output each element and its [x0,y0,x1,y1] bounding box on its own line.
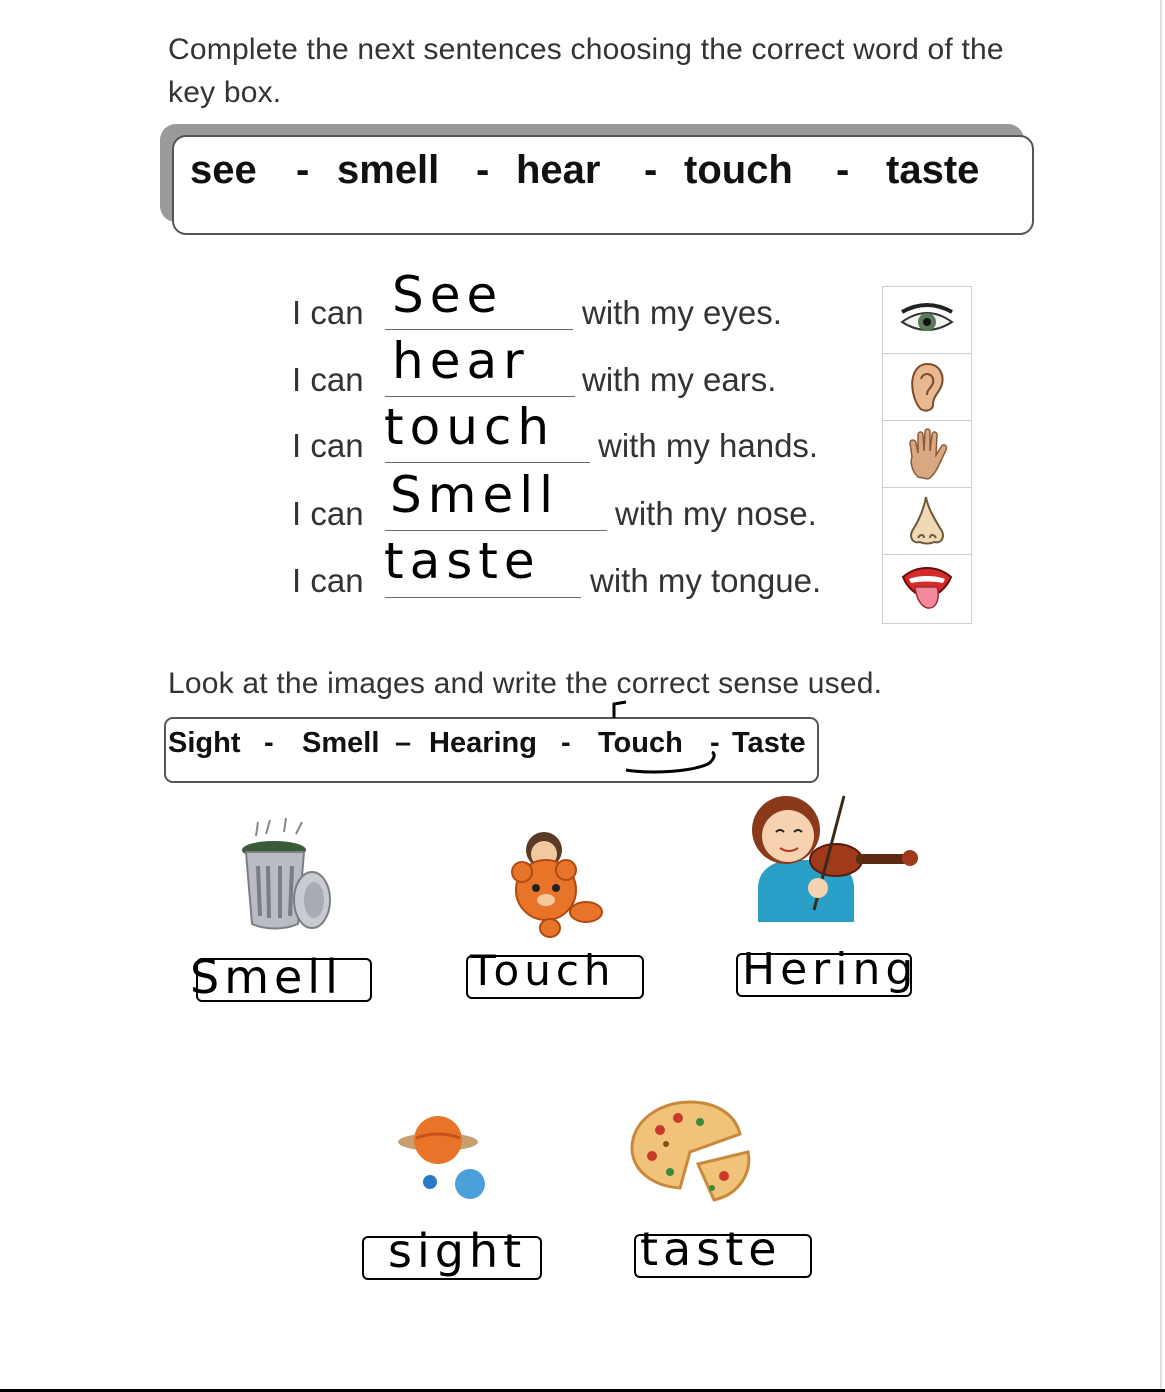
keyword-separator: - [264,727,274,759]
handwritten-answer: hear [392,332,530,390]
handwritten-answer: taste [640,1222,782,1276]
sentence-suffix: with my hands. [598,427,819,464]
answer-blank[interactable] [385,329,573,330]
sentence-prefix: I can [292,294,364,331]
sentence-prefix: I can [292,562,364,599]
sentence-suffix: with my tongue. [590,562,822,599]
keyword-separator: - [296,148,310,192]
handwritten-answer: taste [384,532,541,590]
keyword-taste: Taste [732,727,806,759]
keyword-separator: - [476,148,490,192]
keyword-see: see [190,148,257,192]
sentence-prefix: I can [292,361,364,398]
keyword-touch: Touch [598,727,683,759]
mouth-icon [882,554,972,621]
handwritten-answer: Smell [190,950,343,1004]
keyword-separator: - [561,727,571,759]
answer-blank[interactable] [385,597,581,598]
teddy-bear-icon [500,828,608,938]
handwritten-answer: Smell [390,466,559,524]
keyword-sight: Sight [168,727,241,759]
violin-player-icon [744,792,920,924]
handwritten-answer: Touch [470,946,616,995]
pizza-icon [630,1100,756,1206]
sentence-suffix: with my nose. [615,495,817,532]
nose-icon [882,487,972,554]
keyword-hearing: Hearing [429,727,537,759]
keyword-separator: – [395,727,412,759]
answer-blank[interactable] [385,530,607,531]
keyword-hear: hear [516,148,601,192]
handwritten-answer: touch [384,398,556,456]
keyword-separator: - [644,148,658,192]
page-edge [1160,0,1162,1392]
pen-scribble [600,694,730,778]
handwritten-answer: sight [388,1224,527,1278]
sentence-suffix: with my eyes. [582,294,782,331]
handwritten-answer: See [392,266,504,324]
answer-blank[interactable] [385,462,590,463]
instruction-write-sense: Look at the images and write the correct sense used. [168,667,883,700]
keyword-smell: Smell [302,727,380,759]
sentence-suffix: with my ears. [582,361,777,398]
eye-icon [882,286,972,353]
keyword-smell: smell [337,148,440,192]
sentence-prefix: I can [292,427,364,464]
sentence-prefix: I can [292,495,364,532]
instruction-complete-sentences: Complete the next sentences choosing the correct word of the key box. [168,33,1004,109]
trash-can-icon [236,818,336,936]
handwritten-answer: Hering [742,944,919,995]
answer-blank[interactable] [385,396,575,397]
keyword-separator: - [836,148,850,192]
hand-icon [882,420,972,487]
planets-icon [396,1112,492,1204]
ear-icon [882,353,972,420]
keyword-separator: - [710,727,720,759]
keyword-taste: taste [886,148,980,192]
keyword-touch: touch [684,148,793,192]
